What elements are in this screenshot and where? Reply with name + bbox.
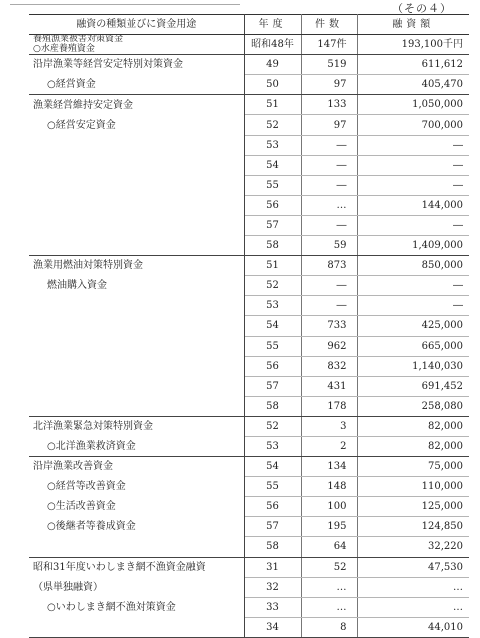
row-category-label: ○いわしまき網不漁対策資金	[47, 601, 176, 613]
row-year: 54	[244, 155, 301, 175]
table-row	[29, 336, 469, 356]
row-category-label: 漁業用燃油対策特別資金	[33, 260, 143, 272]
row-count: 147件	[301, 35, 357, 55]
row-category-label: 北洋漁業緊急対策特別資金	[33, 421, 153, 433]
row-category	[29, 276, 244, 296]
table-row	[29, 537, 469, 557]
row-count: 733	[301, 316, 357, 336]
row-year: 55	[244, 336, 301, 356]
table-row	[29, 497, 469, 517]
table-row	[29, 597, 469, 617]
row-amount: ―	[357, 215, 469, 235]
top-rule	[10, 4, 240, 5]
row-count: …	[301, 577, 357, 597]
row-count: ―	[301, 175, 357, 195]
row-category	[29, 35, 244, 55]
row-category	[29, 95, 244, 115]
row-amount: ―	[357, 155, 469, 175]
row-amount: ―	[357, 276, 469, 296]
row-amount: 700,000	[357, 115, 469, 135]
row-category	[29, 577, 244, 597]
row-amount: 850,000	[357, 256, 469, 276]
row-count: 8	[301, 617, 357, 637]
row-category	[29, 537, 244, 557]
row-category-line: 養殖漁業被害対策資金	[33, 34, 124, 45]
row-amount: 665,000	[357, 336, 469, 356]
row-count: 148	[301, 477, 357, 497]
row-year: 51	[244, 256, 301, 276]
row-amount: ―	[357, 296, 469, 316]
table-row	[29, 175, 469, 195]
page-label: （その４）	[392, 2, 452, 15]
table-row	[29, 75, 469, 95]
table-row	[29, 95, 469, 115]
row-category	[29, 256, 244, 276]
row-amount: ―	[357, 135, 469, 155]
header-year: 年度	[244, 15, 301, 35]
table-row	[29, 236, 469, 256]
row-year: 50	[244, 75, 301, 95]
row-year: 57	[244, 376, 301, 396]
row-year: 55	[244, 175, 301, 195]
row-count: ―	[301, 215, 357, 235]
row-count: 100	[301, 497, 357, 517]
table-body	[29, 35, 469, 638]
row-category	[29, 477, 244, 497]
row-category	[29, 175, 244, 195]
table-row	[29, 195, 469, 215]
row-count: 134	[301, 457, 357, 477]
row-amount: 75,000	[357, 457, 469, 477]
row-category	[29, 236, 244, 256]
row-category	[29, 75, 244, 95]
row-amount: 44,010	[357, 617, 469, 637]
row-category	[29, 617, 244, 637]
table-row	[29, 376, 469, 396]
table-row	[29, 115, 469, 135]
row-category	[29, 457, 244, 477]
row-category-label: 燃油購入資金	[47, 280, 107, 292]
row-count: …	[301, 597, 357, 617]
table-row	[29, 316, 469, 336]
row-count: ―	[301, 296, 357, 316]
row-count: 873	[301, 256, 357, 276]
row-category-label: 沿岸漁業等経営安定特別対策資金	[33, 59, 183, 71]
row-amount: …	[357, 577, 469, 597]
row-category-label: ○後継者等養成資金	[47, 521, 136, 533]
table-row	[29, 517, 469, 537]
table-row	[29, 35, 469, 55]
row-category	[29, 597, 244, 617]
row-amount: 144,000	[357, 195, 469, 215]
row-count: 97	[301, 115, 357, 135]
table-row	[29, 356, 469, 376]
table-row	[29, 256, 469, 276]
row-category	[29, 356, 244, 376]
header-category: 融資の種類並びに資金用途	[29, 15, 244, 35]
row-amount: 32,220	[357, 537, 469, 557]
table-row	[29, 457, 469, 477]
row-count: 97	[301, 75, 357, 95]
row-category-label: ○経営安定資金	[47, 119, 116, 131]
row-count: 431	[301, 376, 357, 396]
row-year: 52	[244, 115, 301, 135]
row-year: 57	[244, 517, 301, 537]
row-category-label: 漁業経営維持安定資金	[33, 99, 133, 111]
row-year: 56	[244, 195, 301, 215]
row-year: 58	[244, 537, 301, 557]
row-amount: 691,452	[357, 376, 469, 396]
table-row	[29, 436, 469, 456]
row-category-label: ○経営等改善資金	[47, 481, 126, 493]
row-category	[29, 557, 244, 577]
row-amount: ―	[357, 175, 469, 195]
row-category	[29, 55, 244, 75]
row-amount: 47,530	[357, 557, 469, 577]
row-category-label: ○北洋漁業救済資金	[47, 440, 136, 452]
row-count: 133	[301, 95, 357, 115]
row-count: 64	[301, 537, 357, 557]
row-year: 33	[244, 597, 301, 617]
row-category	[29, 155, 244, 175]
table-row	[29, 296, 469, 316]
row-year: 34	[244, 617, 301, 637]
row-year: 51	[244, 95, 301, 115]
table-row	[29, 215, 469, 235]
row-category-label: （県単独融資）	[33, 581, 103, 593]
row-category-label: ○経営資金	[47, 79, 96, 91]
table-row	[29, 477, 469, 497]
row-count: …	[301, 195, 357, 215]
row-count: 519	[301, 55, 357, 75]
row-count: 195	[301, 517, 357, 537]
row-count: 52	[301, 557, 357, 577]
table-row	[29, 135, 469, 155]
row-year: 53	[244, 296, 301, 316]
row-year: 58	[244, 236, 301, 256]
row-year: 56	[244, 356, 301, 376]
table-row	[29, 55, 469, 75]
row-amount: 1,140,030	[357, 356, 469, 376]
table-row	[29, 155, 469, 175]
row-amount: 258,080	[357, 396, 469, 416]
row-category	[29, 376, 244, 396]
row-category	[29, 115, 244, 135]
row-count: ―	[301, 155, 357, 175]
row-year: 52	[244, 276, 301, 296]
row-category	[29, 135, 244, 155]
header-amount: 融資額	[357, 15, 469, 35]
row-year: 53	[244, 135, 301, 155]
row-count: ―	[301, 276, 357, 296]
row-amount: 193,100千円	[357, 35, 469, 55]
row-category	[29, 416, 244, 436]
row-category-label: 沿岸漁業改善資金	[33, 461, 113, 473]
table-row	[29, 557, 469, 577]
row-amount: 124,850	[357, 517, 469, 537]
table-row	[29, 396, 469, 416]
row-category	[29, 497, 244, 517]
table-row	[29, 577, 469, 597]
header-row	[29, 15, 469, 35]
row-category	[29, 336, 244, 356]
row-category	[29, 396, 244, 416]
row-category	[29, 316, 244, 336]
row-amount: 1,409,000	[357, 236, 469, 256]
financing-table	[29, 14, 469, 638]
row-category	[29, 436, 244, 456]
row-category	[29, 215, 244, 235]
row-count: ―	[301, 135, 357, 155]
row-category-label: 昭和31年度いわしまき網不漁資金融資	[33, 561, 206, 573]
row-amount: 425,000	[357, 316, 469, 336]
row-category-line: ○水産養殖資金	[33, 43, 95, 54]
row-amount: 110,000	[357, 477, 469, 497]
row-category-label: ○生活改善資金	[47, 501, 116, 513]
row-year: 49	[244, 55, 301, 75]
row-year: 53	[244, 436, 301, 456]
row-amount: 82,000	[357, 436, 469, 456]
row-amount: 125,000	[357, 497, 469, 517]
row-amount: 405,470	[357, 75, 469, 95]
row-count: 832	[301, 356, 357, 376]
row-amount: …	[357, 597, 469, 617]
row-count: 3	[301, 416, 357, 436]
row-year: 52	[244, 416, 301, 436]
row-count: 2	[301, 436, 357, 456]
row-count: 59	[301, 236, 357, 256]
row-amount: 1,050,000	[357, 95, 469, 115]
table-row	[29, 276, 469, 296]
row-year: 31	[244, 557, 301, 577]
row-category	[29, 517, 244, 537]
row-count: 962	[301, 336, 357, 356]
row-amount: 611,612	[357, 55, 469, 75]
row-year: 55	[244, 477, 301, 497]
row-year: 57	[244, 215, 301, 235]
row-category	[29, 296, 244, 316]
row-year: 54	[244, 457, 301, 477]
row-year: 32	[244, 577, 301, 597]
row-year: 56	[244, 497, 301, 517]
table-row	[29, 416, 469, 436]
row-count: 178	[301, 396, 357, 416]
header-count: 件数	[301, 15, 357, 35]
row-year: 54	[244, 316, 301, 336]
row-year: 昭和48年	[244, 35, 301, 55]
table-row	[29, 617, 469, 637]
row-category	[29, 195, 244, 215]
row-amount: 82,000	[357, 416, 469, 436]
row-year: 58	[244, 396, 301, 416]
